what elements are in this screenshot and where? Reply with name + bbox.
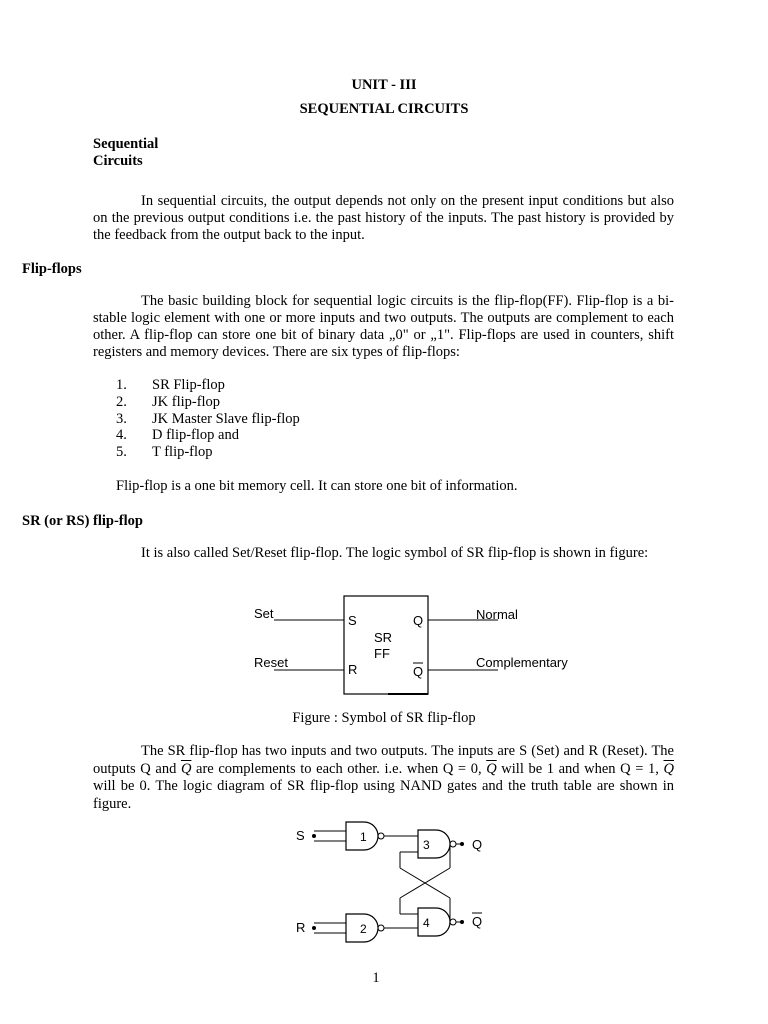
pin-s: S <box>348 613 357 628</box>
paragraph-sr-description: The SR flip-flop has two inputs and two outputs. The inputs are S (Set) and R (Reset). The outputs Q and $\overline{Q}$ are complements to each other. i.e. when Q = 0, $\overline{Q}$ will be 1 and when Q = 1, $\overline{Q}$ will be 0. The logic diagram of SR flip-flop using NAND gates and the truth table are shown in figure. <box>93 743 674 812</box>
list-item: 5. T flip-flop <box>116 444 213 461</box>
paragraph-text: It is also called Set/Reset flip-flop. The logic symbol of SR flip-flop is shown in figure: <box>141 545 649 561</box>
unit-title: UNIT - III <box>351 77 417 93</box>
input-r-label: R <box>296 920 306 935</box>
box-label-line1: SR <box>374 630 393 645</box>
page-number: 1 <box>372 970 380 986</box>
flipflop-types-list <box>116 377 300 461</box>
list-item: 4. D flip-flop and <box>116 427 239 444</box>
list-item: 1. SR Flip-flop <box>116 377 225 393</box>
reset-label: Reset <box>254 655 288 670</box>
heading-line: Circuits <box>93 153 143 169</box>
input-s-label: S <box>296 828 305 843</box>
sr-nand-logic-diagram <box>290 818 500 948</box>
sr-symbol-diagram <box>240 590 590 710</box>
input-s-terminal <box>312 834 316 838</box>
set-label: Set <box>254 606 274 621</box>
paragraph-text: The basic building block for sequential logic circuits is the flip-flop(FF). Flip-flop is a bi-stable logic element with one or more inputs and two outputs. The outputs are complement to each other. A flip-flop can store one bit of binary data „0" or „1". Flip-flops are used in counters, shift registers and memory devices. There are six types of flip-flops: <box>93 293 674 360</box>
output-qbar-label: Q <box>472 914 483 929</box>
section-heading-sr: SR (or RS) flip-flop <box>22 513 143 529</box>
memory-note: Flip-flop is a one bit memory cell. It can store one bit of information. <box>116 478 518 494</box>
page-title: SEQUENTIAL CIRCUITS <box>299 101 469 117</box>
input-r-terminal <box>312 926 316 930</box>
paragraph-sr-intro <box>93 545 674 562</box>
section-heading-sequential <box>93 136 158 170</box>
pin-q: Q <box>413 613 424 628</box>
box-label-line2: FF <box>374 646 390 661</box>
q-bar-symbol: $\overline{Q}$ <box>486 760 497 777</box>
paragraph-sequential <box>93 193 674 244</box>
output-qbar-terminal <box>460 920 464 924</box>
q-bar-symbol: $\overline{Q}$ <box>663 760 674 777</box>
pin-r: R <box>348 662 358 677</box>
complementary-label: Complementary <box>476 655 568 670</box>
q-bar-symbol: $\overline{Q}$ <box>180 760 192 777</box>
paragraph-text: In sequential circuits, the output depends not only on the present input conditions but also on the previous output conditions i.e. the past history of the inputs. The past history is provided by the feedback from the output back to the input. <box>93 193 674 243</box>
output-q-label: Q <box>472 837 483 852</box>
gate-3-label: 3 <box>423 838 430 852</box>
normal-label: Normal <box>476 607 518 622</box>
heading-line: Sequential <box>93 136 159 152</box>
gate-1-label: 1 <box>360 830 367 844</box>
sr-ff-box <box>344 596 428 694</box>
list-item: 2. JK flip-flop <box>116 393 221 410</box>
gate-4-label: 4 <box>423 916 430 930</box>
gate-2-label: 2 <box>360 922 367 936</box>
section-heading-flipflops: Flip-flops <box>22 261 82 277</box>
list-item: 3. JK Master Slave flip-flop <box>116 410 300 427</box>
pin-qbar: Q <box>413 664 424 679</box>
paragraph-flipflops <box>93 293 674 361</box>
output-q-terminal <box>460 842 464 846</box>
figure-caption: Figure : Symbol of SR flip-flop <box>292 710 476 726</box>
